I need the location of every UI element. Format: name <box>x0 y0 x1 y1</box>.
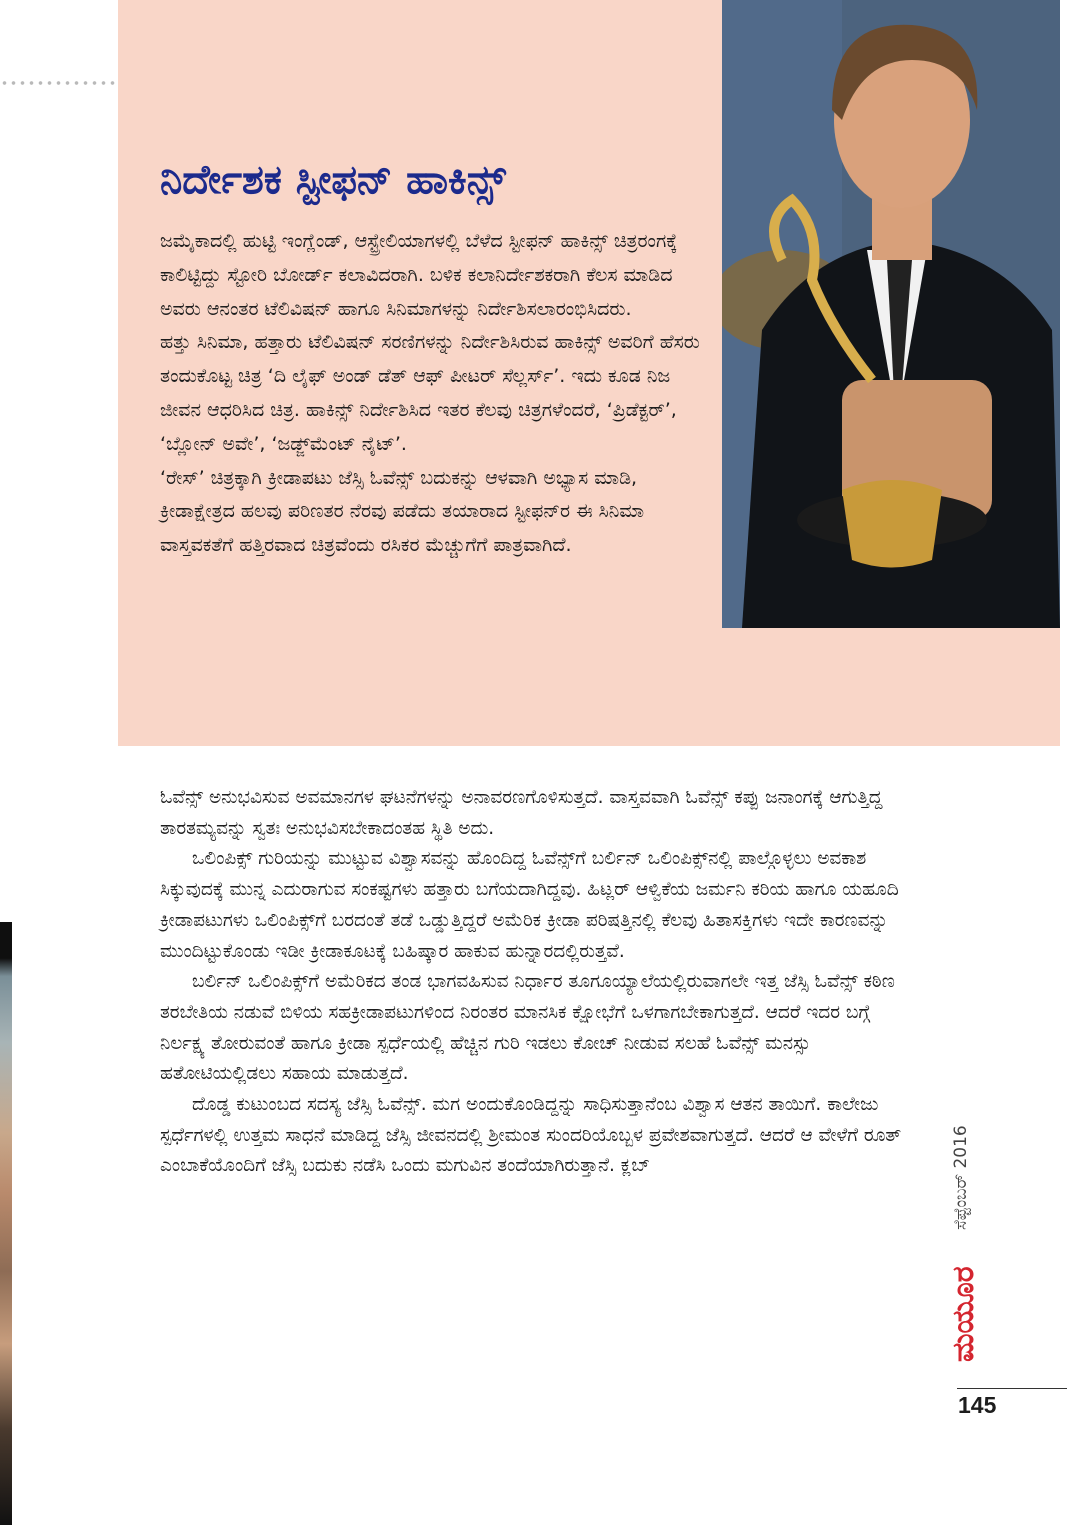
sidebar-paragraph: ಹತ್ತು ಸಿನಿಮಾ, ಹತ್ತಾರು ಟೆಲಿವಿಷನ್ ಸರಣಿಗಳನ್ನು ನಿರ್ದೇಶಿಸಿರುವ ಹಾಕಿನ್ಸ್ ಅವರಿಗೆ ಹೆಸರು ತಂದುಕೊಟ್ಟ ಚಿತ್ರ ‘ದಿ ಲೈಫ್ ಅಂಡ್ ಡೆತ್ ಆಫ್ ಪೀಟರ್ ಸೆಲ್ಲರ್ಸ್’. ಇದು ಕೂಡ ನಿಜ ಜೀವನ ಆಧರಿಸಿದ ಚಿತ್ರ. ಹಾಕಿನ್ಸ್ ನಿರ್ದೇಶಿಸಿದ ಇತರ ಕೆಲವು ಚಿತ್ರಗಳೆಂದರೆ, ‘ಪ್ರಿಡೆಕ್ಟರ್’, ‘ಬ್ಲೋನ್ ಅವೇ’, ‘ಜಡ್ಜ್‌ಮೆಂಟ್ ನೈಟ್’. <box>160 331 700 455</box>
article-paragraph: ಬರ್ಲಿನ್ ಒಲಿಂಪಿಕ್ಸ್‌ಗೆ ಅಮೆರಿಕದ ತಂಡ ಭಾಗವಹಿಸುವ ನಿರ್ಧಾರ ತೂಗೂಯ್ಯಾಲೆಯಲ್ಲಿರುವಾಗಲೇ ಇತ್ತ ಜೆಸ್ಸಿ ಓವೆನ್ಸ್ ಕಠಿಣ ತರಬೇತಿಯ ನಡುವೆ ಬಿಳಿಯ ಸಹಕ್ರೀಡಾಪಟುಗಳಿಂದ ನಿರಂತರ ಮಾನಸಿಕ ಕ್ಷೋಭೆಗೆ ಒಳಗಾಗಬೇಕಾಗುತ್ತದೆ. ಆದರೆ ಇದರ ಬಗ್ಗೆ ನಿರ್ಲಕ್ಷ್ಯ ತೋರುವಂತೆ ಹಾಗೂ ಕ್ರೀಡಾ ಸ್ಪರ್ಧೆಯಲ್ಲಿ ಹೆಚ್ಚಿನ ಗುರಿ ಇಡಲು ಕೋಚ್ ನೀಡುವ ಸಲಹೆ ಓವೆನ್ಸ್ ಮನಸ್ಸು ಹತೋಟಿಯಲ್ಲಿಡಲು ಸಹಾಯ ಮಾಡುತ್ತದೆ. <box>160 971 895 1085</box>
article-paragraph: ಒಲಿಂಪಿಕ್ಸ್ ಗುರಿಯನ್ನು ಮುಟ್ಟುವ ವಿಶ್ವಾಸವನ್ನು ಹೊಂದಿದ್ದ ಓವೆನ್ಸ್‌ಗೆ ಬರ್ಲಿನ್ ಒಲಿಂಪಿಕ್ಸ್‌ನಲ್ಲಿ ಪಾಲ್ಗೊಳ್ಳಲು ಅವಕಾಶ ಸಿಕ್ಕುವುದಕ್ಕೆ ಮುನ್ನ ಎದುರಾಗುವ ಸಂಕಷ್ಟಗಳು ಹತ್ತಾರು ಬಗೆಯದಾಗಿದ್ದವು. ಹಿಟ್ಲರ್ ಆಳ್ವಿಕೆಯ ಜರ್ಮನಿ ಕರಿಯ ಹಾಗೂ ಯಹೂದಿ ಕ್ರೀಡಾಪಟುಗಳು ಒಲಿಂಪಿಕ್ಸ್‌ಗೆ ಬರದಂತೆ ತಡೆ ಒಡ್ಡುತ್ತಿದ್ದರೆ ಅಮೆರಿಕ ಕ್ರೀಡಾ ಪರಿಷತ್ತಿನಲ್ಲಿ ಕೆಲವು ಹಿತಾಸಕ್ತಿಗಳು ಇದೇ ಕಾರಣವನ್ನು ಮುಂದಿಟ್ಟುಕೊಂಡು ಇಡೀ ಕ್ರೀಡಾಕೂಟಕ್ಕೆ ಬಹಿಷ್ಕಾರ ಹಾಕುವ ಹುನ್ನಾರದಲ್ಲಿರುತ್ತವೆ. <box>160 848 899 962</box>
issue-date: ಸೆಪ್ಟೆಂಬರ್ 2016 <box>951 1125 971 1230</box>
director-photo <box>722 0 1060 628</box>
page-number: 145 <box>958 1392 997 1418</box>
sidebar-paragraph: ‘ರೇಸ್’ ಚಿತ್ರಕ್ಕಾಗಿ ಕ್ರೀಡಾಪಟು ಜೆಸ್ಸಿ ಓವೆನ್ಸ್ ಬದುಕನ್ನು ಆಳವಾಗಿ ಅಭ್ಯಾಸ ಮಾಡಿ, ಕ್ರೀಡಾಕ್ಷೇತ್ರದ ಹಲವು ಪರಿಣತರ ನೆರವು ಪಡೆದು ತಯಾರಾದ ಸ್ಟೀಫನ್‌ರ ಈ ಸಿನಿಮಾ ವಾಸ್ತವಕತೆಗೆ ಹತ್ತಿರವಾದ ಚಿತ್ರವೆಂದು ರಸಿಕರ ಮೆಚ್ಚುಗೆಗೆ ಪಾತ್ರವಾಗಿದೆ. <box>160 466 645 557</box>
article-paragraph: ದೊಡ್ಡ ಕುಟುಂಬದ ಸದಸ್ಯ ಜೆಸ್ಸಿ ಓವೆನ್ಸ್. ಮಗ ಅಂದುಕೊಂಡಿದ್ದನ್ನು ಸಾಧಿಸುತ್ತಾನೆಂಬ ವಿಶ್ವಾಸ ಆತನ ತಾಯಿಗೆ. ಕಾಲೇಜು ಸ್ಪರ್ಧೆಗಳಲ್ಲಿ ಉತ್ತಮ ಸಾಧನೆ ಮಾಡಿದ್ದ ಜೆಸ್ಸಿ ಜೀವನದಲ್ಲಿ ಶ್ರೀಮಂತ ಸುಂದರಿಯೊಬ್ಬಳ ಪ್ರವೇಶವಾಗುತ್ತದೆ. ಆದರೆ ಆ ವೇಳೆಗೆ ರೂತ್ ಎಂಬಾಕೆಯೊಂದಿಗೆ ಜೆಸ್ಸಿ ಬದುಕು ನಡೆಸಿ ಒಂದು ಮಗುವಿನ ತಂದೆಯಾಗಿರುತ್ತಾನೆ. ಕ್ಲಬ್ <box>160 1094 902 1177</box>
dotted-rule <box>0 80 118 86</box>
article-body <box>160 783 920 1182</box>
footer-rule <box>957 1388 1067 1389</box>
article-paragraph: ಓವೆನ್ಸ್ ಅನುಭವಿಸುವ ಅವಮಾನಗಳ ಘಟನೆಗಳನ್ನು ಅನಾವರಣಗೊಳಿಸುತ್ತದೆ. ವಾಸ್ತವವಾಗಿ ಓವೆನ್ಸ್ ಕಪ್ಪು ಜನಾಂಗಕ್ಕೆ ಆಗುತ್ತಿದ್ದ ತಾರತಮ್ಯವನ್ನು ಸ್ವತಃ ಅನುಭವಿಸಬೇಕಾದಂತಹ ಸ್ಥಿತಿ ಅದು. <box>160 787 883 839</box>
sidebar-paragraph: ಜಮೈಕಾದಲ್ಲಿ ಹುಟ್ಟಿ ಇಂಗ್ಲೆಂಡ್, ಆಸ್ಟ್ರೇಲಿಯಾಗಳಲ್ಲಿ ಬೆಳೆದ ಸ್ಟೀಫನ್ ಹಾಕಿನ್ಸ್ ಚಿತ್ರರಂಗಕ್ಕೆ ಕಾಲಿಟ್ಟಿದ್ದು ಸ್ಟೋರಿ ಬೋರ್ಡ್ ಕಲಾವಿದರಾಗಿ. ಬಳಿಕ ಕಲಾನಿರ್ದೇಶಕರಾಗಿ ಕೆಲಸ ಮಾಡಿದ ಅವರು ಆನಂತರ ಟೆಲಿವಿಷನ್ ಹಾಗೂ ಸಿನಿಮಾಗಳನ್ನು ನಿರ್ದೇಶಿಸಲಾರಂಭಿಸಿದರು. <box>160 230 678 320</box>
sidebar-title: ನಿರ್ದೇಶಕ ಸ್ಟೀಫನ್ ಹಾಕಿನ್ಸ್ <box>160 157 506 203</box>
sidebar-text <box>160 225 715 563</box>
director-photo-illustration <box>722 0 1060 628</box>
adjacent-page-edge <box>0 922 12 1525</box>
magazine-name: ಮಯೂರ <box>946 1266 981 1362</box>
